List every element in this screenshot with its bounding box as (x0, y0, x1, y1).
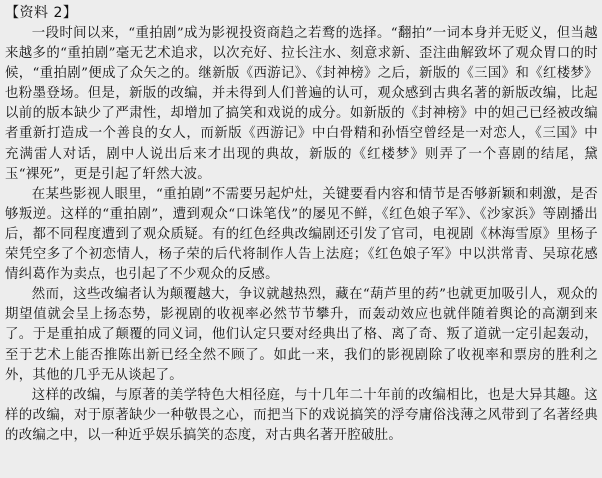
section-label: 【资料 2】 (5, 5, 78, 21)
paragraph-4: 这样的改编，与原著的美学特色大相径庭，与十几年二十年前的改编相比，也是大异其趣。这样的改编，对于原著缺少一种敬畏之心，而把当下的戏说搞笑的浮夸庸俗浅薄之风带到了名著经典的改编之中，以一种近乎娱乐搞笑的态度，对古典名著开腔破肚。 (5, 387, 598, 443)
paragraph-3: 然而，这些改编者认为颠覆越大，争议就越热烈，藏在“葫芦里的药”也就更加吸引人，观众的期望值就会呈上扬态势，影视剧的收视率必然节节攀升，而轰动效应也就伴随着舆论的高潮到来了。于是重拍成了颠覆的同义词，他们认定只要对经典出了格、离了奇、叛了道就一定引起轰动，至于艺术上能否推陈出新已经全然不顾了。如此一来，我们的影视剧除了收视率和票房的胜利之外，其他的几乎无从谈起了。 (5, 287, 598, 383)
paragraph-1: 一段时间以来，“重拍剧”成为影视投资商趋之若鹜的选择。“翻拍”一词本身并无贬义，但当越来越多的“重拍剧”毫无艺术追求，以次充好、拉长注水、刻意求新、歪注曲解致坏了观众胃口的时候，“重拍剧”便成了众矢之的。继新版《西游记》、《封神榜》之后，新版的《三国》和《红楼梦》也粉墨登场。但是，新版的改编，并未得到人们普遍的认可，观众感到古典名著的新版改编，比起以前的版本缺少了严肃性，却增加了搞笑和戏说的成分。如新版的《封神榜》中的妲己已经被改编者重新打造成一个善良的女人，而新版《西游记》中白骨精和孙悟空曾经是一对恋人，《三国》中充满雷人对话，剧中人说出后来才出现的典故，新版的《红楼梦》则弄了一个喜剧的结尾，黛玉“裸死”，更是引起了轩然大波。 (5, 26, 598, 182)
paragraph-2: 在某些影视人眼里，“重拍剧”不需要另起炉灶，关键要看内容和情节是否够新颖和刺激，是否够叛逆。这样的“重拍剧”，遭到观众“口诛笔伐”的屡见不鲜，《红色娘子军》、《沙家浜》等剧播出后，都不同程度遭到了观众质疑。有的红色经典改编剧还引发了官司，电视剧《林海雪原》里杨子荣凭空多了个初恋情人，杨子荣的后代将制作人告上法庭；《红色娘子军》中以洪常青、吴琼花感情纠葛作为卖点，也引起了不少观众的反感。 (5, 186, 598, 283)
